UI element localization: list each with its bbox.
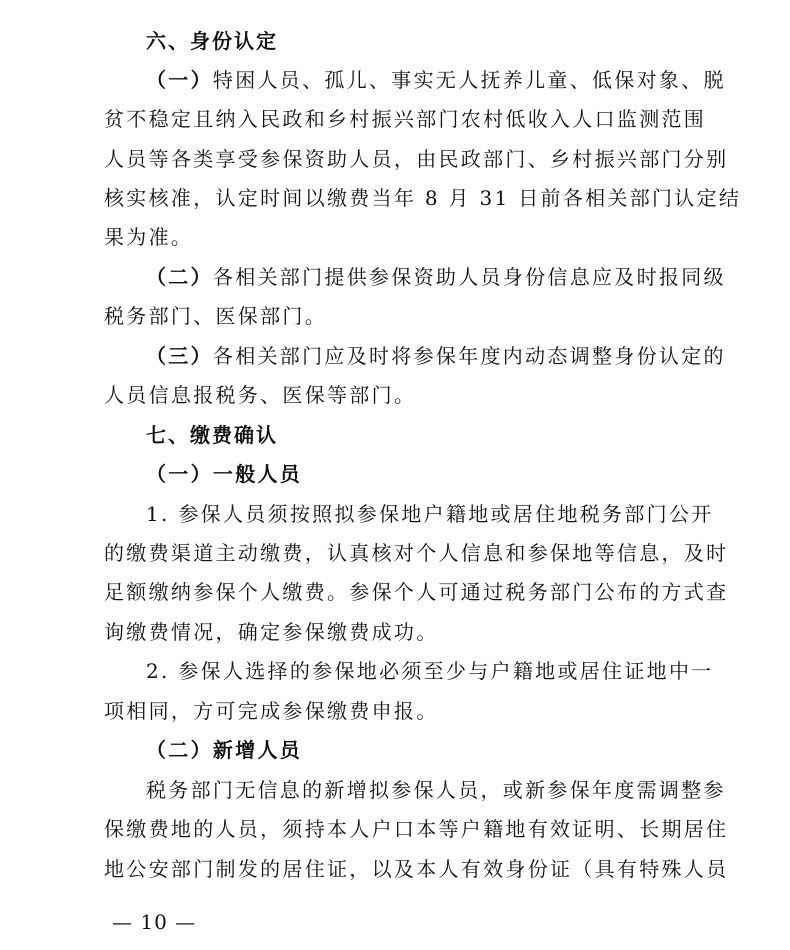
section-6-item-1-line-2: 贫不稳定且纳入民政和乡村振兴部门农村低收入人口监测范围 [104,107,707,131]
item-3-label: （三） [146,344,213,368]
item-2-label: （二） [146,265,213,289]
section-6-heading: 六、身份认定 [146,29,278,53]
section-7-sub-2-para-line-1: 税务部门无信息的新增拟参保人员，或新参保年度需调整参 [146,778,726,802]
section-7-sub-1-para-1-line-4: 询缴费情况，确定参保缴费成功。 [104,620,439,644]
section-6-item-1-line-4: 核实核准，认定时间以缴费当年 8 月 31 日前各相关部门认定结 [104,186,742,210]
section-6-item-1-line-5: 果为准。 [104,225,194,249]
item-2-text-1: 各相关部门提供参保资助人员身份信息应及时报同级 [212,265,726,289]
section-6-item-1-line-3: 人员等各类享受参保资助人员，由民政部门、乡村振兴部门分别 [104,147,729,171]
section-7-sub-2-para-line-3: 地公安部门制发的居住证，以及本人有效身份证（具有特殊人员 [104,857,729,881]
item-1-text-1: 特困人员、孤儿、事实无人抚养儿童、低保对象、脱 [212,68,726,92]
section-7-sub-1-para-1-line-3: 足额缴纳参保个人缴费。参保个人可通过税务部门公布的方式查 [104,580,729,604]
section-6-item-1-line-1 [146,66,726,94]
section-7-sub-1-heading: （一）一般人员 [146,462,303,486]
section-7-sub-1-para-1-line-1: 1. 参保人员须按照拟参保地户籍地或居住地税务部门公开 [146,502,714,526]
section-7-sub-2-para-line-2: 保缴费地的人员，须持本人户口本等户籍地有效证明、长期居住 [104,817,729,841]
page-number: — 10 — [112,910,197,934]
section-7-sub-1-para-1-line-2: 的缴费渠道主动缴费，认真核对个人信息和参保地等信息，及时 [104,541,729,565]
section-7-sub-1-para-2-line-2: 项相同，方可完成参保缴费申报。 [104,699,439,723]
section-6-item-3-line-1 [146,342,726,370]
section-6-item-3-line-2: 人员信息报税务、医保等部门。 [104,383,417,407]
section-6-item-2-line-2: 税务部门、医保部门。 [104,304,327,328]
item-1-label: （一） [146,68,213,92]
section-6-item-2-line-1 [146,263,726,291]
section-7-heading: 七、缴费确认 [146,423,278,447]
section-7-sub-2-heading: （二）新增人员 [146,738,303,762]
item-3-text-1: 各相关部门应及时将参保年度内动态调整身份认定的 [212,344,726,368]
section-7-sub-1-para-2-line-1: 2. 参保人选择的参保地必须至少与户籍地或居住证地中一 [146,659,714,683]
